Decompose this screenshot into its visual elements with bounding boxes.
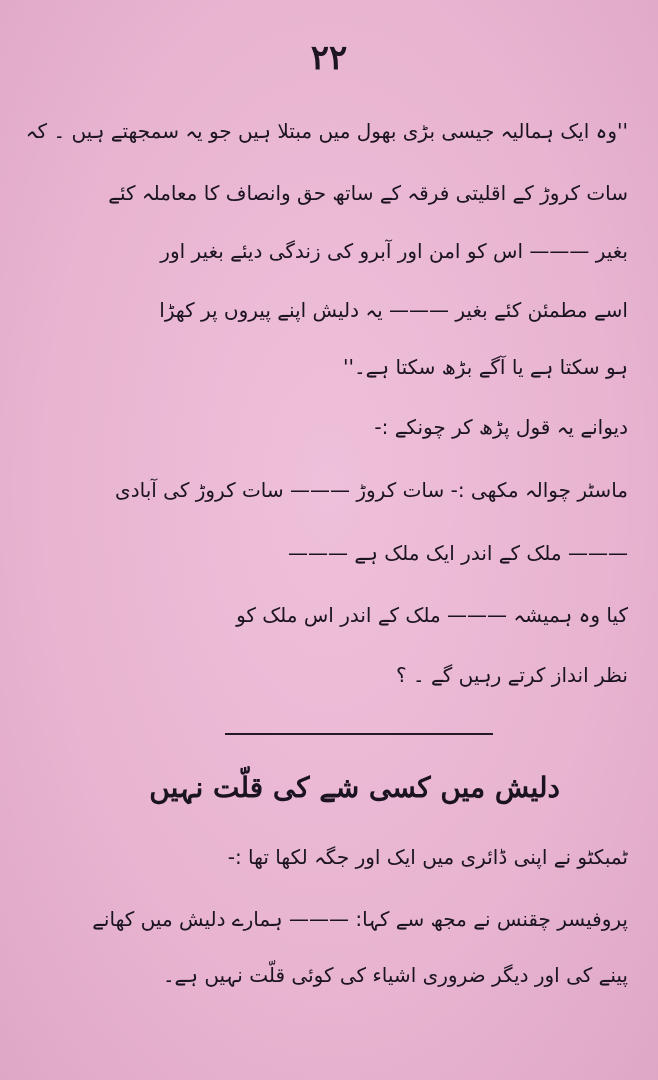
text-line: ''وہ ایک ہمالیہ جیسی بڑی بھول میں مبتلا ہیں جو یہ سمجھتے ہیں ۔ کہ xyxy=(25,119,628,143)
text-line: دیوانے یہ قول پڑھ کر چونکے :- xyxy=(374,415,628,439)
text-line: ماسٹر چوالہ مکھی :- سات کروڑ ——— سات کروڑ کی آبادی xyxy=(115,478,628,502)
text-line: ——— ملک کے اندر ایک ملک ہے ——— xyxy=(288,541,628,565)
page-number: ۲۲ xyxy=(310,38,348,78)
section-divider xyxy=(225,733,493,735)
text-line: اسے مطمئن کئے بغیر ——— یہ دلیش اپنے پیروں پر کھڑا xyxy=(159,298,628,322)
text-line: نظر انداز کرتے رہیں گے ۔ ؟ xyxy=(395,663,628,687)
text-line: کیا وہ ہمیشہ ——— ملک کے اندر اس ملک کو xyxy=(236,603,628,627)
text-line: ہو سکتا ہے یا آگے بڑھ سکتا ہے۔'' xyxy=(342,355,628,379)
text-line: ٹمبکٹو نے اپنی ڈائری میں ایک اور جگہ لکھا تھا :- xyxy=(227,845,628,869)
text-line: پینے کی اور دیگر ضروری اشیاء کی کوئی قلّت نہیں ہے۔ xyxy=(162,963,628,987)
section-heading: دلیش میں کسی شے کی قلّت نہیں xyxy=(149,771,560,804)
text-line: بغیر ——— اس کو امن اور آبرو کی زندگی دیئے بغیر اور xyxy=(160,239,628,263)
text-line: سات کروڑ کے اقلیتی فرقہ کے ساتھ حق وانصاف کا معاملہ کئے xyxy=(108,181,628,205)
text-line: پروفیسر چقنس نے مجھ سے کہا: ——— ہمارے دلیش میں کھانے xyxy=(92,907,628,931)
